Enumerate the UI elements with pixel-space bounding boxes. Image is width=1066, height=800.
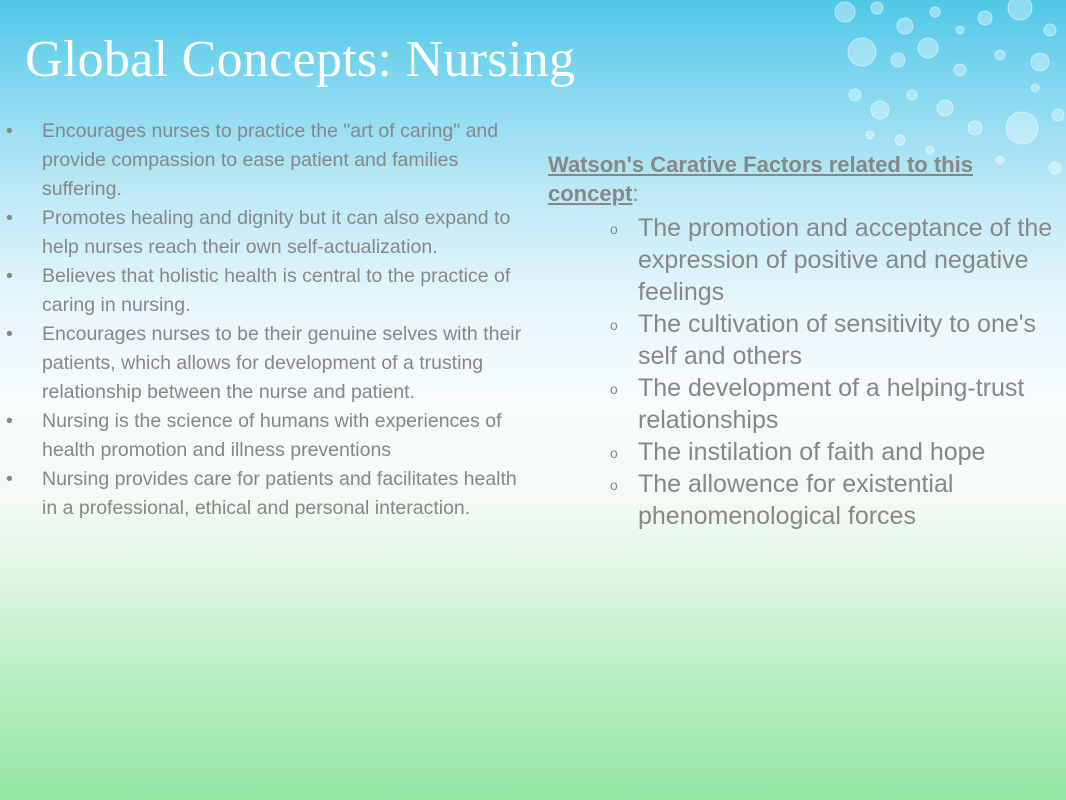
list-item-text: The allowence for existential phenomenological forces bbox=[638, 470, 954, 530]
list-item-text: Encourages nurses to be their genuine selves with their patients, which allows for development of a trusting relationship between the nurse and patient. bbox=[42, 323, 522, 403]
list-item-text: Encourages nurses to practice the "art of caring" and provide compassion to ease patient and families suffering. bbox=[42, 120, 499, 200]
carative-factors-panel bbox=[548, 150, 1053, 532]
list-item bbox=[0, 407, 535, 465]
heading-colon: : bbox=[632, 181, 639, 206]
bullet-icon: • bbox=[6, 265, 13, 287]
list-item-text: The instilation of faith and hope bbox=[638, 438, 986, 466]
carative-factors-link[interactable]: Watson's Carative Factors related to this concept bbox=[548, 152, 973, 206]
circle-bullet-icon: o bbox=[610, 317, 618, 333]
circle-bullet-icon: o bbox=[610, 221, 618, 237]
list-item bbox=[0, 262, 535, 320]
list-item bbox=[548, 436, 1053, 468]
slide-title: Global Concepts: Nursing bbox=[25, 31, 576, 88]
carative-factors-heading bbox=[548, 150, 1053, 208]
list-item-text: Believes that holistic health is central to the practice of caring in nursing. bbox=[42, 265, 511, 316]
list-item-text: Nursing provides care for patients and facilitates health in a professional, ethical and personal interaction. bbox=[42, 468, 517, 519]
list-item bbox=[0, 117, 535, 204]
list-item bbox=[548, 468, 1053, 532]
list-item-text: Nursing is the science of humans with experiences of health promotion and illness preventions bbox=[42, 410, 502, 461]
bullet-icon: • bbox=[6, 207, 13, 229]
circle-bullet-icon: o bbox=[610, 445, 618, 461]
bullet-icon: • bbox=[6, 468, 13, 490]
list-item-text: The promotion and acceptance of the expression of positive and negative feelings bbox=[638, 214, 1053, 306]
list-item bbox=[548, 308, 1053, 372]
nursing-concepts-list bbox=[0, 117, 535, 523]
list-item bbox=[0, 204, 535, 262]
carative-factors-list bbox=[548, 212, 1053, 532]
list-item-text: Promotes healing and dignity but it can also expand to help nurses reach their own self-actualization. bbox=[42, 207, 511, 258]
circle-bullet-icon: o bbox=[610, 477, 618, 493]
list-item bbox=[0, 320, 535, 407]
bullet-icon: • bbox=[6, 120, 13, 142]
list-item bbox=[0, 465, 535, 523]
list-item bbox=[548, 212, 1053, 308]
list-item-text: The cultivation of sensitivity to one's self and others bbox=[638, 310, 1037, 370]
circle-bullet-icon: o bbox=[610, 381, 618, 397]
bullet-icon: • bbox=[6, 410, 13, 432]
list-item-text: The development of a helping-trust relationships bbox=[638, 374, 1025, 434]
bullet-icon: • bbox=[6, 323, 13, 345]
list-item bbox=[548, 372, 1053, 436]
